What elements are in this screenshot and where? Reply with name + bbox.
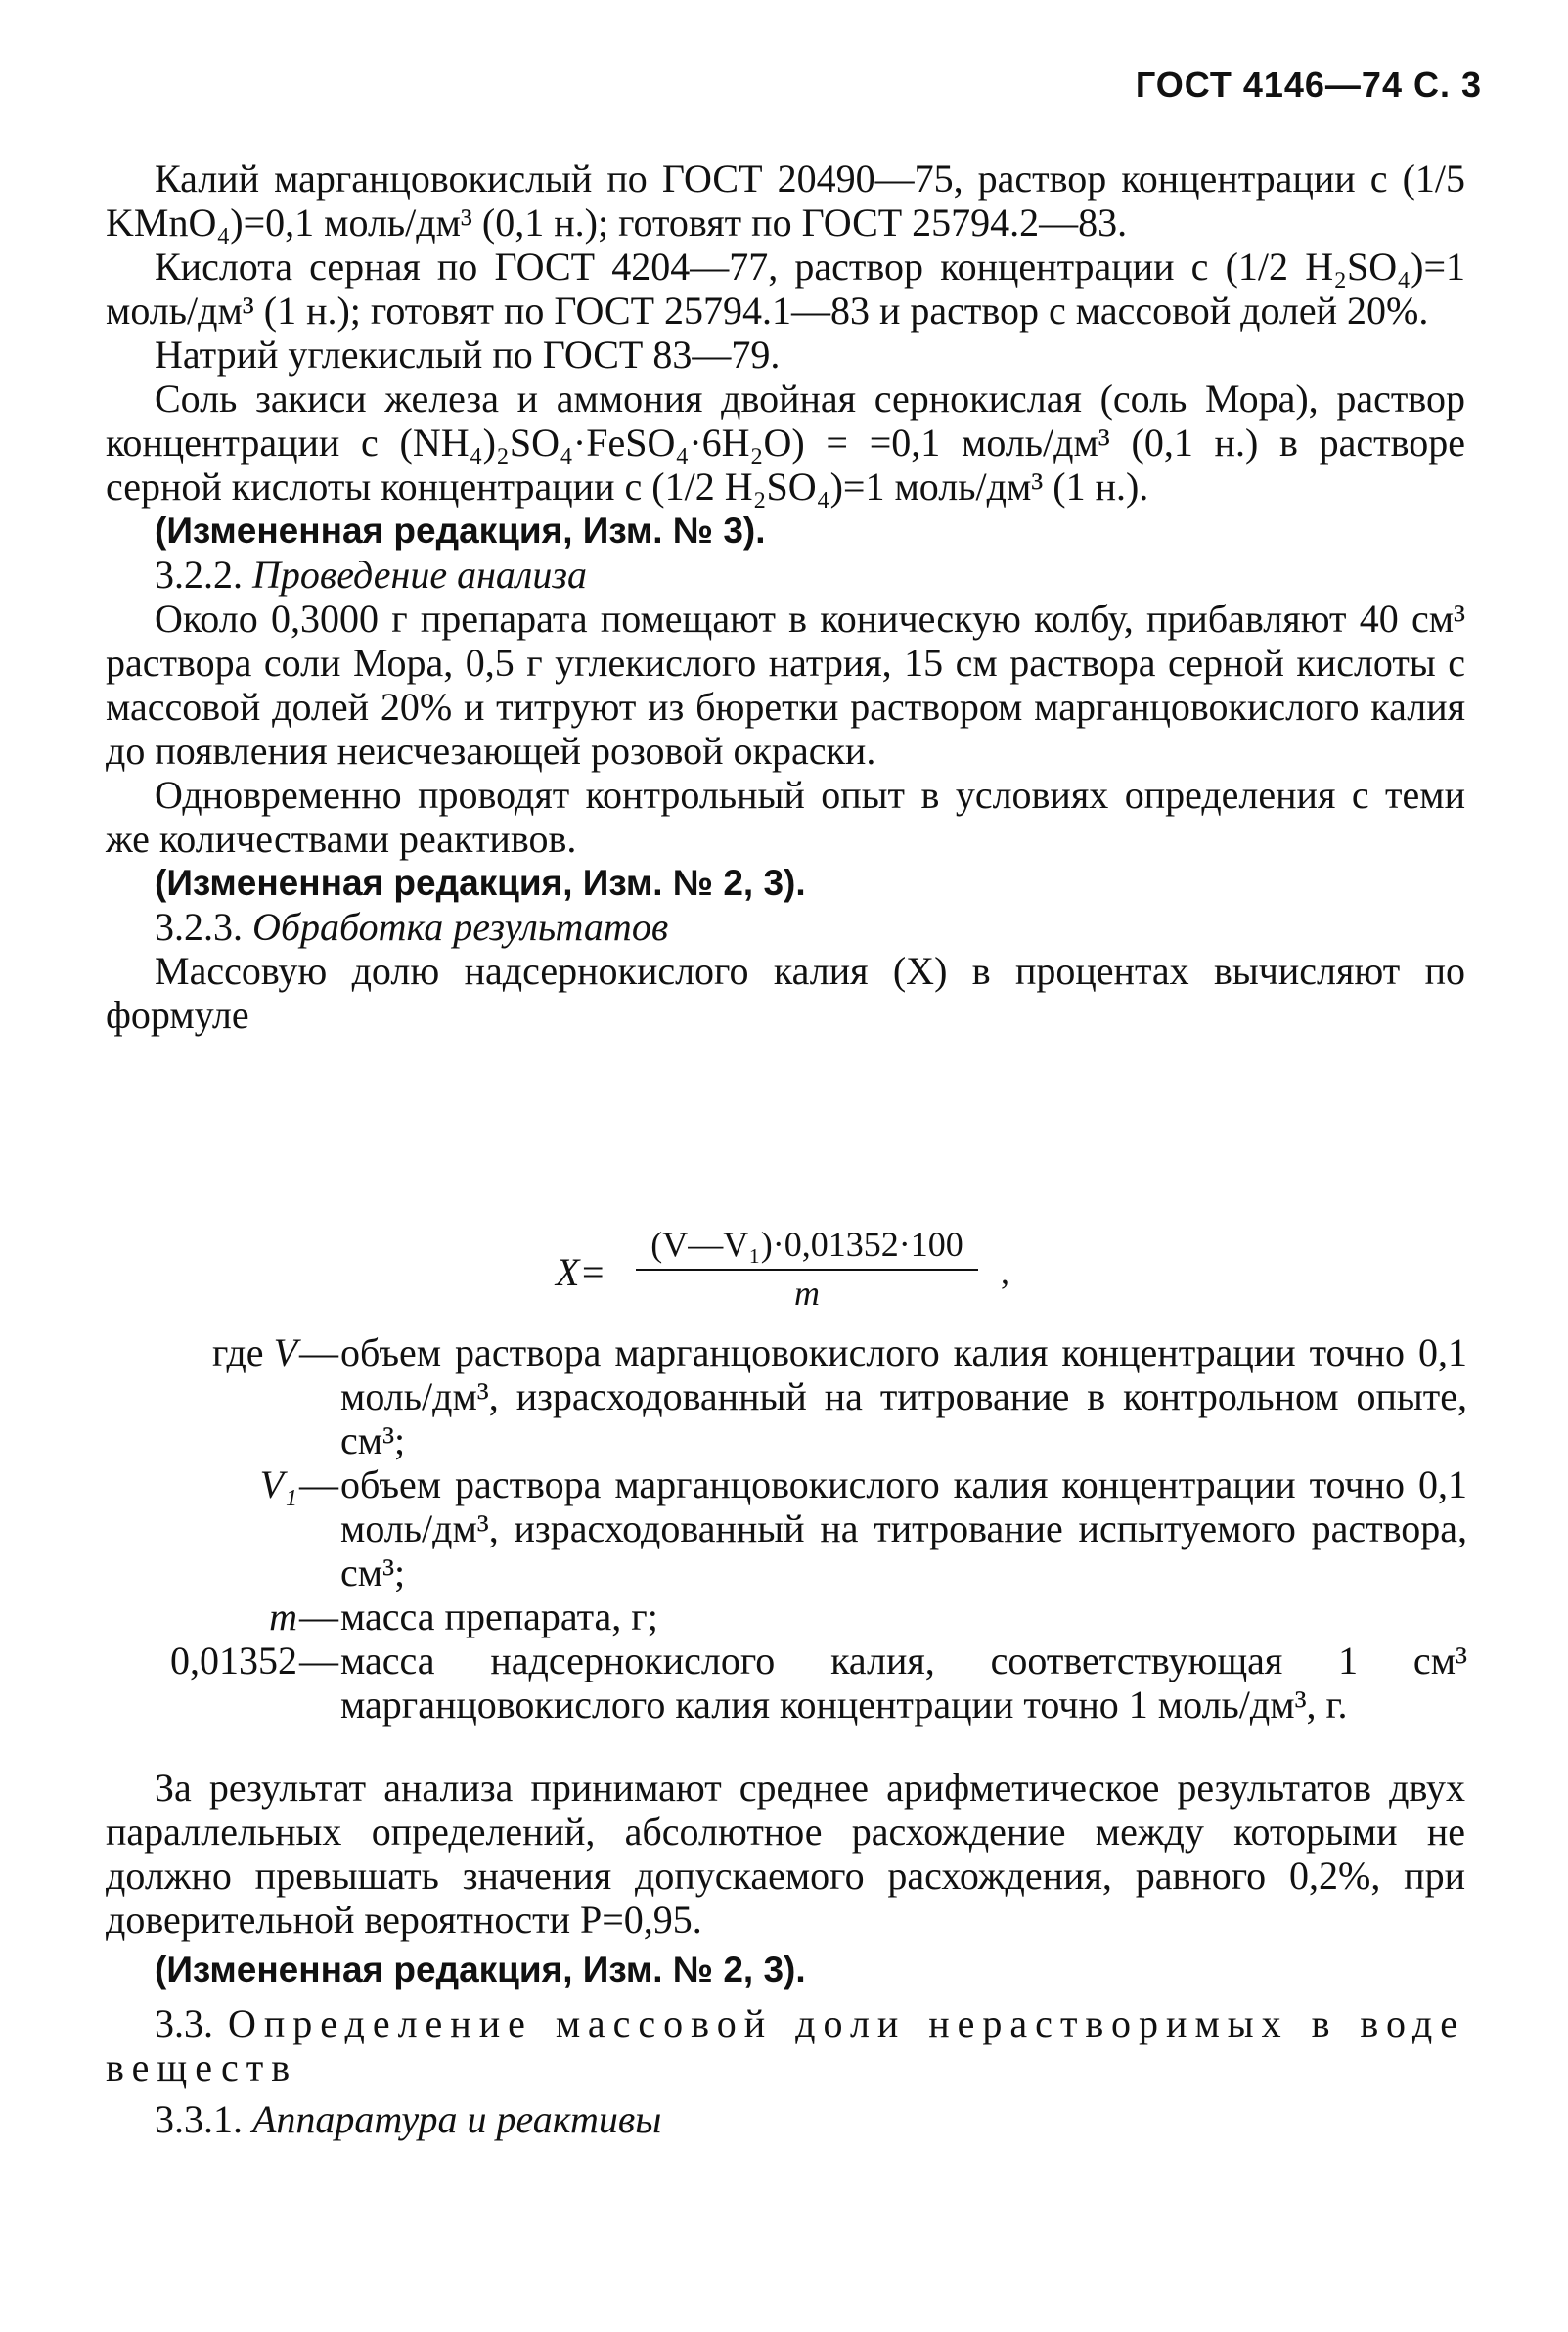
definitions-list bbox=[88, 1330, 1467, 1727]
analysis-paragraph: Около 0,3000 г препарата помещают в коническую колбу, прибавляют 40 см³ раствора соли Мора, 0,5 г углекислого натрия, 15 см раствора серной кислоты с массовой долей 20% и титруют из бюретки раствором марганцовокислого калия до появления неисчезающей розовой окраски. bbox=[106, 597, 1465, 773]
section-heading-323 bbox=[106, 905, 1465, 949]
amendment-note: (Измененная редакция, Изм. № 3). bbox=[155, 511, 766, 551]
fraction-line bbox=[636, 1269, 978, 1271]
formula-trail: , bbox=[1001, 1252, 1009, 1291]
formula bbox=[556, 1223, 1064, 1311]
section-title: Обработка результатов bbox=[252, 905, 669, 949]
reagents-block bbox=[106, 157, 1465, 1037]
analysis-paragraph: Одновременно проводят контрольный опыт в условиях определения с теми же количествами реактивов. bbox=[106, 773, 1465, 861]
result-paragraph: За результат анализа принимают среднее арифметическое результатов двух параллельных определений, абсолютное расхождение между которыми не должно превышать значения допускаемого расхождения, равного 0,2%, при доверительной вероятности Р=0,95. bbox=[106, 1766, 1465, 1942]
definition-term bbox=[88, 1330, 297, 1462]
reagent-paragraph: Калий марганцовокислый по ГОСТ 20490—75, раствор концентрации с (1/5 KMnO₄)=0,1 моль/дм³ (0,1 н.); готовят по ГОСТ 25794.2—83. bbox=[106, 157, 1465, 245]
formula-numerator: (V—V₁)·0,01352·100 bbox=[650, 1225, 963, 1264]
definition-dash: — bbox=[299, 1330, 338, 1374]
section-heading-322 bbox=[106, 553, 1465, 597]
calculation-intro: Массовую долю надсернокислого калия (X) в процентах вычисляют по формуле bbox=[106, 949, 1465, 1037]
definition-text: масса надсернокислого калия, соответствующая 1 см³ марганцовокислого калия концентрации точно 1 моль/дм³, г. bbox=[340, 1638, 1467, 1727]
reagent-paragraph: Соль закиси железа и аммония двойная сернокислая (соль Мора), раствор концентрации с (NH₄)₂SO₄·FeSO₄·6H₂O) = =0,1 моль/дм³ (0,1 н.) в растворе серной кислоты концентрации с (1/2 H₂SO₄)=1 моль/дм³ (1 н.). bbox=[106, 377, 1465, 509]
reagent-paragraph: Натрий углекислый по ГОСТ 83—79. bbox=[155, 333, 781, 377]
formula-denominator: m bbox=[794, 1274, 820, 1313]
section-title: Определение массовой доли нерастворимых в воде веществ bbox=[106, 2001, 1465, 2089]
amendment-note: (Измененная редакция, Изм. № 2, 3). bbox=[155, 863, 806, 903]
amendment-note: (Измененная редакция, Изм. № 2, 3). bbox=[155, 1950, 806, 1990]
term-symbol: V bbox=[273, 1330, 297, 1374]
definition-term: m bbox=[269, 1594, 297, 1638]
section-title: Аппаратура и реактивы bbox=[252, 2097, 662, 2141]
definition-term: 0,01352 bbox=[170, 1638, 297, 1682]
reagent-paragraph: Кислота серная по ГОСТ 4204—77, раствор концентрации с (1/2 H₂SO₄)=1 моль/дм³ (1 н.); готовят по ГОСТ 25794.1—83 и раствор с массовой долей 20%. bbox=[106, 245, 1465, 333]
definition-item bbox=[88, 1462, 1467, 1594]
definition-item bbox=[88, 1594, 1467, 1638]
definition-dash: — bbox=[299, 1594, 338, 1638]
section-heading-33 bbox=[106, 2001, 1465, 2089]
definition-term: V₁ bbox=[259, 1462, 297, 1506]
section-number: 3.2.3. bbox=[155, 905, 243, 949]
page-header: ГОСТ 4146—74 С. 3 bbox=[1135, 65, 1482, 105]
definition-dash: — bbox=[299, 1462, 338, 1506]
formula-lhs: X= bbox=[556, 1250, 606, 1294]
section-number: 3.2.2. bbox=[155, 553, 243, 597]
results-block bbox=[106, 1766, 1465, 2141]
section-title: Проведение анализа bbox=[252, 553, 587, 597]
definition-text: объем раствора марганцовокислого калия концентрации точно 0,1 моль/дм³, израсходованный на титрование в контрольном опыте, см³; bbox=[340, 1330, 1467, 1462]
definition-text: объем раствора марганцовокислого калия концентрации точно 0,1 моль/дм³, израсходованный на титрование испытуемого раствора, см³; bbox=[340, 1462, 1467, 1594]
section-number: 3.3. bbox=[155, 2001, 213, 2045]
definition-text: масса препарата, г; bbox=[340, 1594, 658, 1638]
section-number: 3.3.1. bbox=[155, 2097, 243, 2141]
definition-dash: — bbox=[299, 1638, 338, 1682]
definition-item bbox=[88, 1330, 1467, 1462]
section-heading-331 bbox=[106, 2097, 1465, 2141]
definition-item bbox=[88, 1638, 1467, 1727]
definition-prefix: где bbox=[212, 1330, 264, 1374]
